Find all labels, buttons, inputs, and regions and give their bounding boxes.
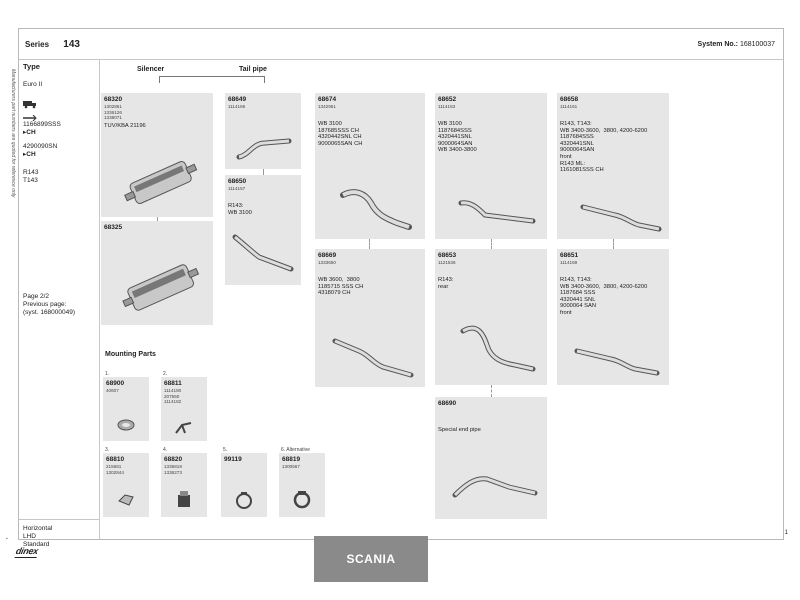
mount-number: 4. [163,447,168,453]
part-refs: 1114153 [438,104,456,109]
part-desc: R143: WB 3100 [228,203,252,216]
ch-1-text: CH [26,129,36,136]
part-number: 68669 [318,252,337,259]
part-refs: 215681 1302844 [106,464,124,475]
side-note [7,69,17,319]
pipe-diagram [229,229,299,279]
pipe-diagram [455,195,541,231]
connector [613,239,614,249]
connector [157,217,158,221]
model-r143: R143 [23,169,39,176]
type-title: Type [23,62,40,71]
heading-bracket [159,76,265,83]
part-desc: R143, T143: WB 3400-3600, 3800, 4200-6200 1187684 SSS 4320441 SNL 9000064 SAN front [560,277,648,316]
silencer-diagram [121,257,203,319]
part-desc: WB 3600, 3800 1185715 SSS CH 4318079 CH [318,277,364,297]
series-label [25,39,80,50]
part-number: 68650 [228,178,247,185]
mount-68811[interactable] [161,377,207,441]
part-number: 68649 [228,96,247,103]
previous-page-value: (syst. 168000049) [23,309,76,316]
brand-bar: SCANIA [314,536,428,582]
part-desc: R143: rear [438,277,454,290]
silencer-diagram [123,155,201,211]
part-number: 99119 [224,456,242,463]
corner-mark: ▪ [6,536,8,542]
part-refs: 1336818 1336273 [164,464,182,475]
connector [491,239,492,249]
pipe-diagram [571,343,663,379]
part-68651[interactable] [557,249,669,385]
dinex-logo [15,546,39,556]
code-1: 1166899SSS [23,121,61,128]
part-refs: 1114157 [228,186,246,191]
part-68325[interactable] [101,221,213,325]
ch-icon: ▸ [23,129,27,136]
silencer-heading: Silencer [137,66,165,73]
mounting-parts-title: Mounting Parts [105,351,156,358]
part-refs: 1114159 [560,260,578,265]
part-68669[interactable] [315,249,425,387]
connector [369,239,370,249]
part-68650[interactable] [225,175,301,285]
part-68658[interactable] [557,93,669,239]
side-note-text: Manufacturers part numbers are quoted for reference only [10,69,16,198]
ch-icon: ▸ [23,151,27,158]
part-number: 68653 [438,252,457,259]
system-number [698,41,775,48]
part-desc: Special end pipe [438,427,481,433]
mount-number: 3. [105,447,110,453]
part-refs: 1114166 [228,104,246,109]
ch-2 [23,151,36,159]
standard-label: Standard [23,541,50,548]
type-column [19,59,100,548]
clamp-ring-icon [231,491,257,511]
part-desc: WB 3100 187685SSS CH 4320442SNL CH 9000065SAN CH [318,121,363,147]
pipe-diagram [577,201,665,235]
pipe-diagram [449,465,541,511]
series-text: Series [25,40,50,49]
gasket-icon [115,417,137,433]
mount-68810[interactable] [103,453,149,517]
part-refs: 1333650 [318,260,336,265]
part-number: 68652 [438,96,457,103]
mount-number: 6. Alternative [281,447,310,453]
part-desc: TUV/KBA 21196 [104,123,146,129]
part-number: 68320 [104,96,123,103]
drive-side: LHD [23,533,37,540]
part-number: 68819 [282,456,301,463]
previous-page-label: Previous page: [23,301,67,308]
part-number: 68658 [560,96,579,103]
pipe-diagram [329,331,419,381]
rubber-mount-icon [173,489,195,511]
page-indicator: Page 2/2 [23,293,50,300]
ch-1 [23,129,36,137]
part-number: 68810 [106,456,125,463]
mount-number: 1. [105,371,110,377]
part-number: 68325 [104,224,123,231]
part-refs: 1114180 207550 1114182 [164,388,182,405]
part-number: 68900 [106,380,125,387]
pipe-diagram [335,185,419,235]
part-refs: 40607 [106,388,119,393]
ch-2-text: CH [26,151,36,158]
mount-68819[interactable] [279,453,325,517]
part-desc: WB 3100 1187684SSS 4320441SNL 9000064SAN WB 3400-3800 [438,121,477,154]
mount-99119[interactable] [221,453,267,517]
part-refs: 1300567 [282,464,300,469]
pipe-diagram [453,319,541,379]
part-68674[interactable] [315,93,425,239]
model-t143: T143 [23,177,38,184]
connector [263,169,264,175]
system-label: System No.: [697,41,738,48]
clamp-ring-icon [289,489,315,511]
part-refs: 1114161 [560,104,578,109]
part-desc: R143, T143: WB 3400-3600, 3800, 4200-6200 1187684SSS 4320441SNL 9000064SAN front R143 ML: 1161081SSS CH [560,121,648,174]
clamp-icon [115,489,137,509]
orientation: Horizontal [23,525,53,532]
part-number: 68811 [164,380,182,387]
mount-68900[interactable] [103,377,149,441]
mount-number: 2. [163,371,168,377]
euro-label: Euro II [23,81,43,88]
bracket-icon [173,419,195,437]
tailpipe-heading: Tail pipe [239,66,267,73]
catalog-page [10,28,784,548]
code-2: 4290090SN [23,143,58,150]
system-value: 168100037 [739,41,775,48]
pipe-diagram [235,133,295,163]
part-number: 68820 [164,456,183,463]
dinex-logo-text: dinex [14,546,40,556]
page-header [19,29,783,60]
part-refs: 1342951 [318,104,336,109]
page-number: 1 [784,530,788,536]
series-number: 143 [63,39,80,50]
part-68653[interactable] [435,249,547,385]
part-68690[interactable] [435,397,547,519]
part-number: 68690 [438,400,457,407]
part-68652[interactable] [435,93,547,239]
divider [19,519,99,520]
mount-68820[interactable] [161,453,207,517]
part-68649[interactable] [225,93,301,169]
part-68320[interactable] [101,93,213,217]
part-number: 68651 [560,252,579,259]
connector [491,385,492,397]
truck-icon [23,99,37,112]
part-number: 68674 [318,96,337,103]
part-refs: 1302861 1336126 1338071 [104,104,122,121]
mount-number: 5. [223,447,228,453]
part-refs: 1121536 [438,260,456,265]
